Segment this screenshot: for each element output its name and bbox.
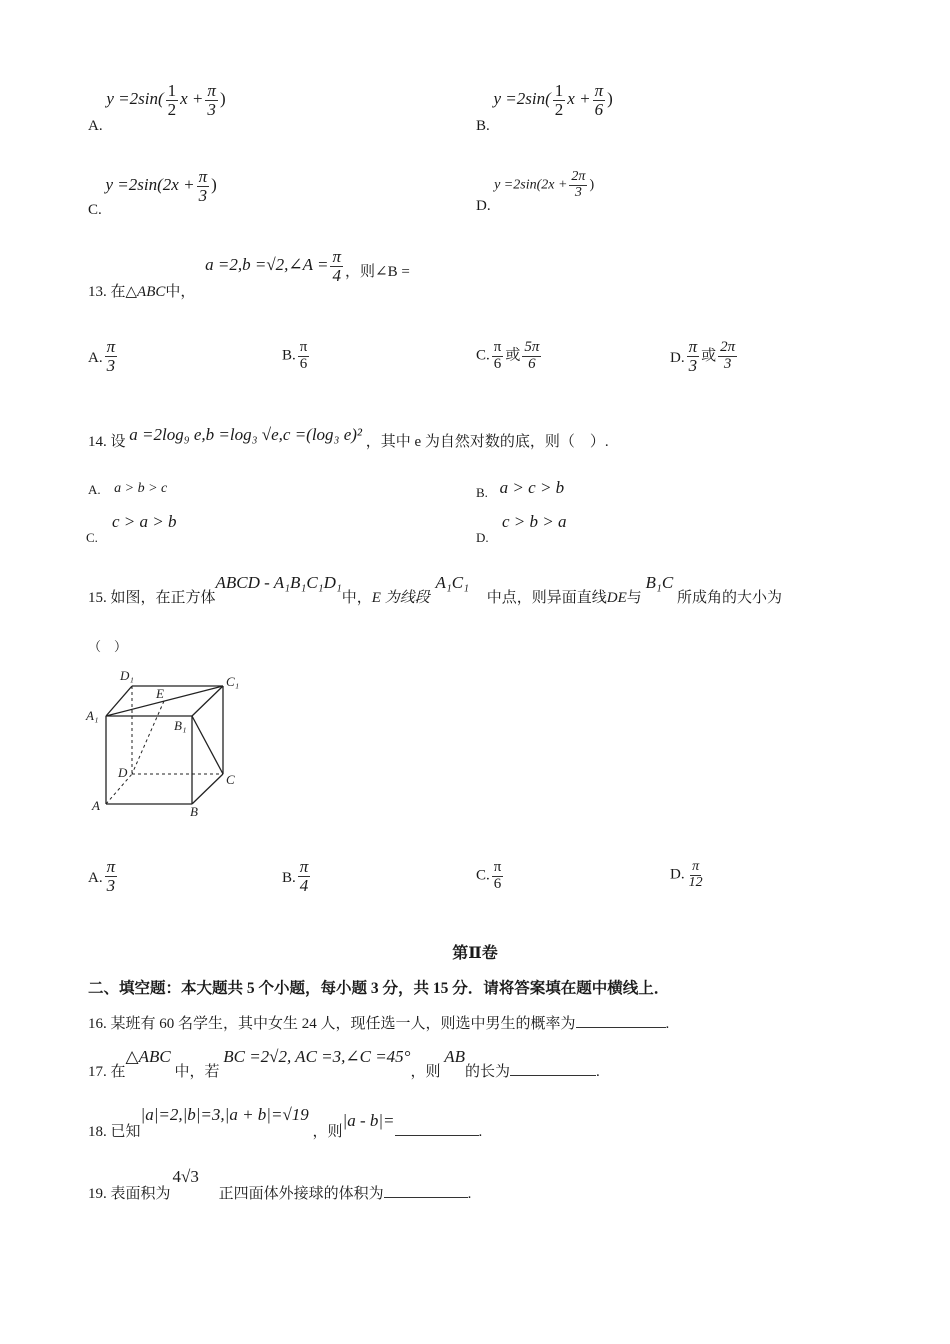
option-label: B. (476, 485, 488, 500)
formula-text: x + (567, 88, 591, 108)
label-a: A (92, 798, 100, 813)
fraction-den: 3 (688, 355, 698, 375)
fraction-den: 4 (332, 265, 341, 285)
or-text: 或 (505, 347, 521, 364)
fraction-num: 2π (720, 339, 736, 356)
q14-option-c (112, 512, 177, 532)
stem-text: 中， (341, 590, 372, 606)
fraction-den: 4 (299, 875, 309, 895)
triangle-symbol: △ABC (125, 1047, 171, 1066)
stem-text: 正四面体外接球的体积为 (218, 1186, 384, 1202)
q13-option-d (670, 338, 739, 375)
stem-text: ，则 (410, 1064, 441, 1080)
option-label: B. (282, 347, 296, 364)
cube-figure (80, 664, 250, 824)
fraction (687, 338, 700, 375)
option-label: A. (88, 482, 101, 497)
q16-stem (88, 1012, 669, 1033)
option-label: C. (86, 530, 98, 545)
q15-option-a (88, 858, 119, 895)
fraction (105, 858, 118, 895)
answer-blank[interactable] (384, 1197, 468, 1198)
formula-text: y =2sin(2x + (105, 174, 195, 194)
ask-formula: |a - b|= (342, 1111, 395, 1130)
condition-formula: BC =2√2, AC =3,∠C =45° (223, 1047, 411, 1066)
label-c: C (226, 772, 235, 787)
solid-name: ABCD - A₁B₁C₁D₁ (215, 573, 342, 592)
stem-text: . (478, 1124, 483, 1140)
question-number: 17. 在 (88, 1064, 126, 1080)
formula-text: x + (180, 88, 204, 108)
formula-text: ) (607, 88, 613, 108)
stem-text: . (596, 1064, 600, 1080)
fraction (553, 82, 566, 119)
fraction-num: π (493, 859, 502, 875)
option-text: c > a > b (112, 512, 177, 531)
q14-option-a (88, 480, 167, 497)
fraction-num: π (688, 337, 698, 356)
segment-name: AB (444, 1047, 466, 1066)
q13-option-a (88, 338, 119, 375)
label-e: E (156, 686, 164, 701)
answer-blank[interactable] (395, 1135, 479, 1136)
q12-option-b (476, 81, 613, 134)
fraction (718, 340, 737, 373)
option-label: C. (476, 867, 490, 884)
q13-option-b (282, 340, 311, 373)
fraction-num: π (207, 81, 216, 100)
section-heading: 二、填空题：本大题共 5 个小题，每小题 3 分，共 15 分．请将答案填在题中横线上． (88, 980, 670, 997)
stem-text: 的长为 (465, 1064, 511, 1080)
fraction (205, 82, 218, 119)
fraction-num: 1 (167, 81, 177, 100)
answer-paren: （ ） (88, 639, 128, 654)
fraction-num: π (106, 337, 116, 356)
fraction-den: 3 (207, 99, 216, 119)
line-name: DE (606, 590, 627, 606)
stem-text: 中， (165, 283, 196, 300)
fraction-den: 3 (574, 184, 582, 200)
q19-stem (88, 1166, 472, 1202)
option-label: B. (476, 117, 490, 134)
fraction-den: 3 (106, 355, 116, 375)
fraction-den: 6 (493, 875, 502, 892)
fraction-num: 5π (524, 339, 540, 355)
option-label: D. (476, 530, 489, 545)
fraction-den: 3 (106, 875, 116, 895)
option-text: a > b > c (114, 481, 168, 496)
fraction-den: 6 (594, 99, 604, 119)
stem-text: 中点，则异面直线 (486, 590, 607, 606)
fraction (197, 168, 210, 205)
fraction-num: π (692, 859, 700, 874)
fraction (687, 860, 705, 890)
line-name: B₁C (645, 573, 674, 592)
fraction (298, 340, 310, 373)
line-b1c (192, 716, 223, 774)
label-d1: D₁ (120, 668, 134, 683)
fraction-den: 6 (299, 355, 308, 372)
q15-option-b (282, 858, 312, 895)
fraction-num: 2π (571, 169, 586, 184)
fraction-den: 6 (528, 355, 536, 372)
question-number: 14. 设 (88, 434, 126, 450)
q18-stem (88, 1104, 483, 1140)
fraction-num: π (198, 167, 208, 186)
condition-formula: |a|=2,|b|=3,|a + b|=√19 (140, 1105, 309, 1124)
question-number: 19. 表面积为 (88, 1186, 171, 1202)
label-d: D (118, 765, 128, 780)
fraction-den: 12 (688, 874, 703, 890)
option-label: B. (282, 869, 296, 886)
q15-stem (88, 572, 782, 606)
fraction (105, 338, 118, 375)
formula-text: ) (219, 88, 226, 108)
stem-text: ，则∠B = (345, 263, 410, 280)
formula-text: y =2sin(2x + (494, 177, 568, 193)
formula-text: y =2sin( (493, 88, 551, 108)
label-c1: C₁ (226, 674, 240, 689)
option-label: A. (88, 349, 103, 366)
label-a1: A₁ (86, 708, 99, 723)
or-text: 或 (701, 347, 717, 364)
option-text: a > c > b (499, 478, 565, 497)
stem-text: . (665, 1016, 670, 1032)
answer-blank[interactable] (510, 1075, 596, 1076)
fraction (330, 248, 343, 285)
fraction-den: 2 (554, 99, 564, 119)
option-label: C. (88, 201, 102, 218)
label-b: B (190, 804, 198, 819)
fraction-num: π (594, 81, 604, 100)
q12-option-c (88, 167, 217, 218)
option-text: c > b > a (502, 512, 567, 531)
fraction-den: 3 (198, 185, 208, 205)
fraction (522, 340, 541, 373)
q15-option-d (670, 860, 707, 890)
stem-text: ，其中 e 为自然对数的底，则（ ）. (365, 434, 609, 450)
fraction (492, 340, 504, 373)
condition-formula: a =2log₉ e,b =log₃ √e,c =(log₃ e)² (129, 425, 363, 444)
q14-option-b (476, 478, 564, 498)
q12-option-d (476, 169, 595, 215)
value-formula: 4√3 (172, 1167, 199, 1186)
fraction-den: 6 (493, 355, 502, 372)
fraction (298, 858, 311, 895)
fraction-num: π (332, 247, 342, 266)
q17-stem (88, 1046, 600, 1080)
stem-text: ，则 (312, 1124, 343, 1140)
fraction (593, 82, 606, 119)
q13-option-c (476, 340, 543, 373)
fraction-num: π (299, 857, 309, 876)
fraction-den: 3 (723, 355, 732, 372)
option-label: A. (88, 117, 103, 134)
stem-text: E 为线段 (371, 590, 430, 606)
fraction (166, 82, 179, 119)
q14-stem (88, 424, 609, 450)
segment-name: A₁C₁ (435, 573, 470, 592)
fraction (492, 860, 504, 893)
condition-formula: a =2,b =√2,∠A = (205, 254, 329, 274)
option-label: C. (476, 347, 490, 364)
stem-text: . (467, 1186, 472, 1202)
option-label: D. (670, 866, 685, 883)
option-label: D. (476, 198, 491, 215)
fraction (569, 170, 587, 200)
question-number: 13. 在 (88, 283, 126, 300)
stem-text: 16. 某班有 60 名学生，其中女生 24 人，现任选一人，则选中男生的概率为 (88, 1016, 576, 1032)
question-number: 15. 如图，在正方体 (88, 590, 216, 606)
fraction-num: π (299, 339, 308, 355)
q15-option-c (476, 860, 505, 893)
answer-blank[interactable] (576, 1027, 666, 1028)
part2-title: 第Ⅱ卷 (452, 945, 498, 962)
question-number: 18. 已知 (88, 1124, 141, 1140)
stem-text: 与 (626, 590, 642, 606)
fraction-num: π (106, 857, 116, 876)
label-b1: B₁ (174, 718, 187, 733)
option-label: D. (670, 349, 685, 366)
line-de (132, 701, 164, 774)
formula-text: ) (589, 177, 595, 193)
option-label: A. (88, 869, 103, 886)
q14-option-d (502, 512, 567, 532)
stem-text: 所成角的大小为 (676, 590, 782, 606)
q13-stem (88, 247, 410, 300)
fraction-num: π (493, 339, 502, 355)
triangle-symbol: △ABC (125, 283, 166, 300)
fraction-den: 2 (167, 99, 177, 119)
stem-text: 中，若 (174, 1064, 220, 1080)
formula-text: ) (211, 174, 217, 194)
q12-option-a (88, 81, 226, 134)
formula-text: y =2sin( (106, 88, 164, 108)
diagonal-a1c1 (106, 686, 223, 716)
fraction-num: 1 (554, 81, 564, 100)
